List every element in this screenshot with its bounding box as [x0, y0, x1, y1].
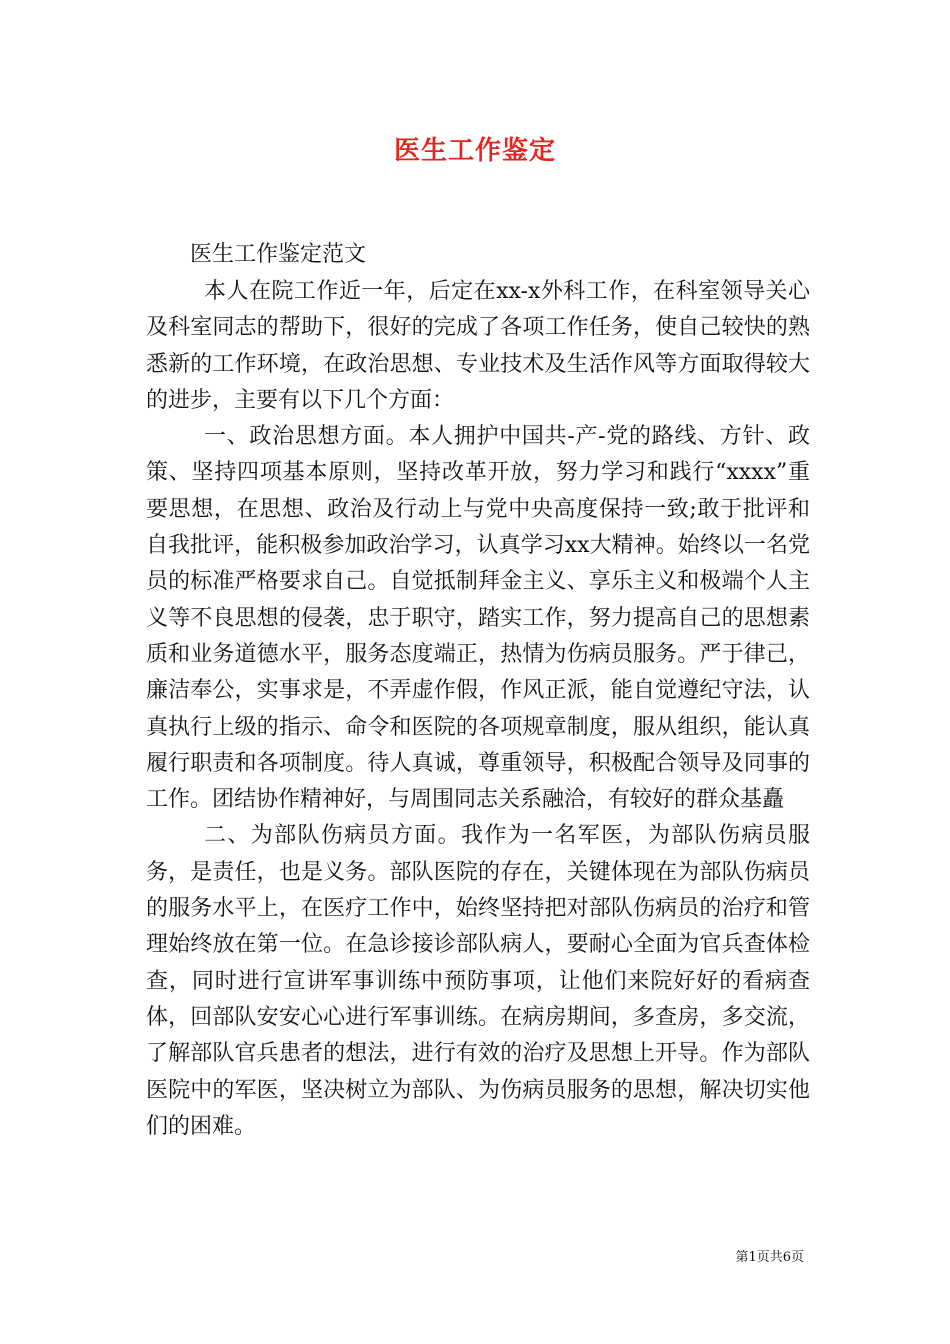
document-subtitle: 医生工作鉴定范文: [190, 242, 367, 267]
page-number: 第1页共6页: [735, 1250, 804, 1265]
document-body: [146, 236, 810, 1145]
paragraph-service: 二、为部队伤病员方面。我作为一名军医，为部队伤病员服务，是责任，也是义务。部队医院的存在，关键体现在为部队伤病员的服务水平上，在医疗工作中，始终坚持把对部队伤病员的治疗和管理始终放在第一位。在急诊接诊部队病人，要耐心全面为官兵查体检查，同时进行宣讲军事训练中预防事项，让他们来院好好的看病查体，回部队安安心心进行军事训练。在病房期间，多查房，多交流，了解部队官兵患者的想法，进行有效的治疗及思想上开导。作为部队医院中的军医，坚决树立为部队、为伤病员服务的思想，解决切实他们的困难。: [146, 823, 810, 1139]
document-title: 医生工作鉴定: [393, 136, 556, 166]
paragraph-political: 一、政治思想方面。本人拥护中国共-产-党的路线、方针、政策、坚持四项基本原则，坚持改革开放，努力学习和践行“xxxx”重要思想，在思想、政治及行动上与党中央高度保持一致;敢于批评和自我批评，能积极参加政治学习，认真学习xx大精神。始终以一名党员的标准严格要求自己。自觉抵制拜金主义、享乐主义和极端个人主义等不良思想的侵袭，忠于职守，踏实工作，努力提高自己的思想素质和业务道德水平，服务态度端正，热情为伤病员服务。严于律己，廉洁奉公，实事求是，不弄虚作假，作风正派，能自觉遵纪守法，认真执行上级的指示、命令和医院的各项规章制度，服从组织，能认真履行职责和各项制度。待人真诚，尊重领导，积极配合领导及同事的工作。团结协作精神好，与周围同志关系融洽，有较好的群众基矗: [146, 424, 811, 813]
paragraph-intro: 本人在院工作近一年，后定在xx-x外科工作，在科室领导关心及科室同志的帮助下，很好的完成了各项工作任务，使自己较快的熟悉新的工作环境，在政治思想、专业技术及生活作风等方面取得较大的进步，主要有以下几个方面：: [146, 279, 810, 413]
